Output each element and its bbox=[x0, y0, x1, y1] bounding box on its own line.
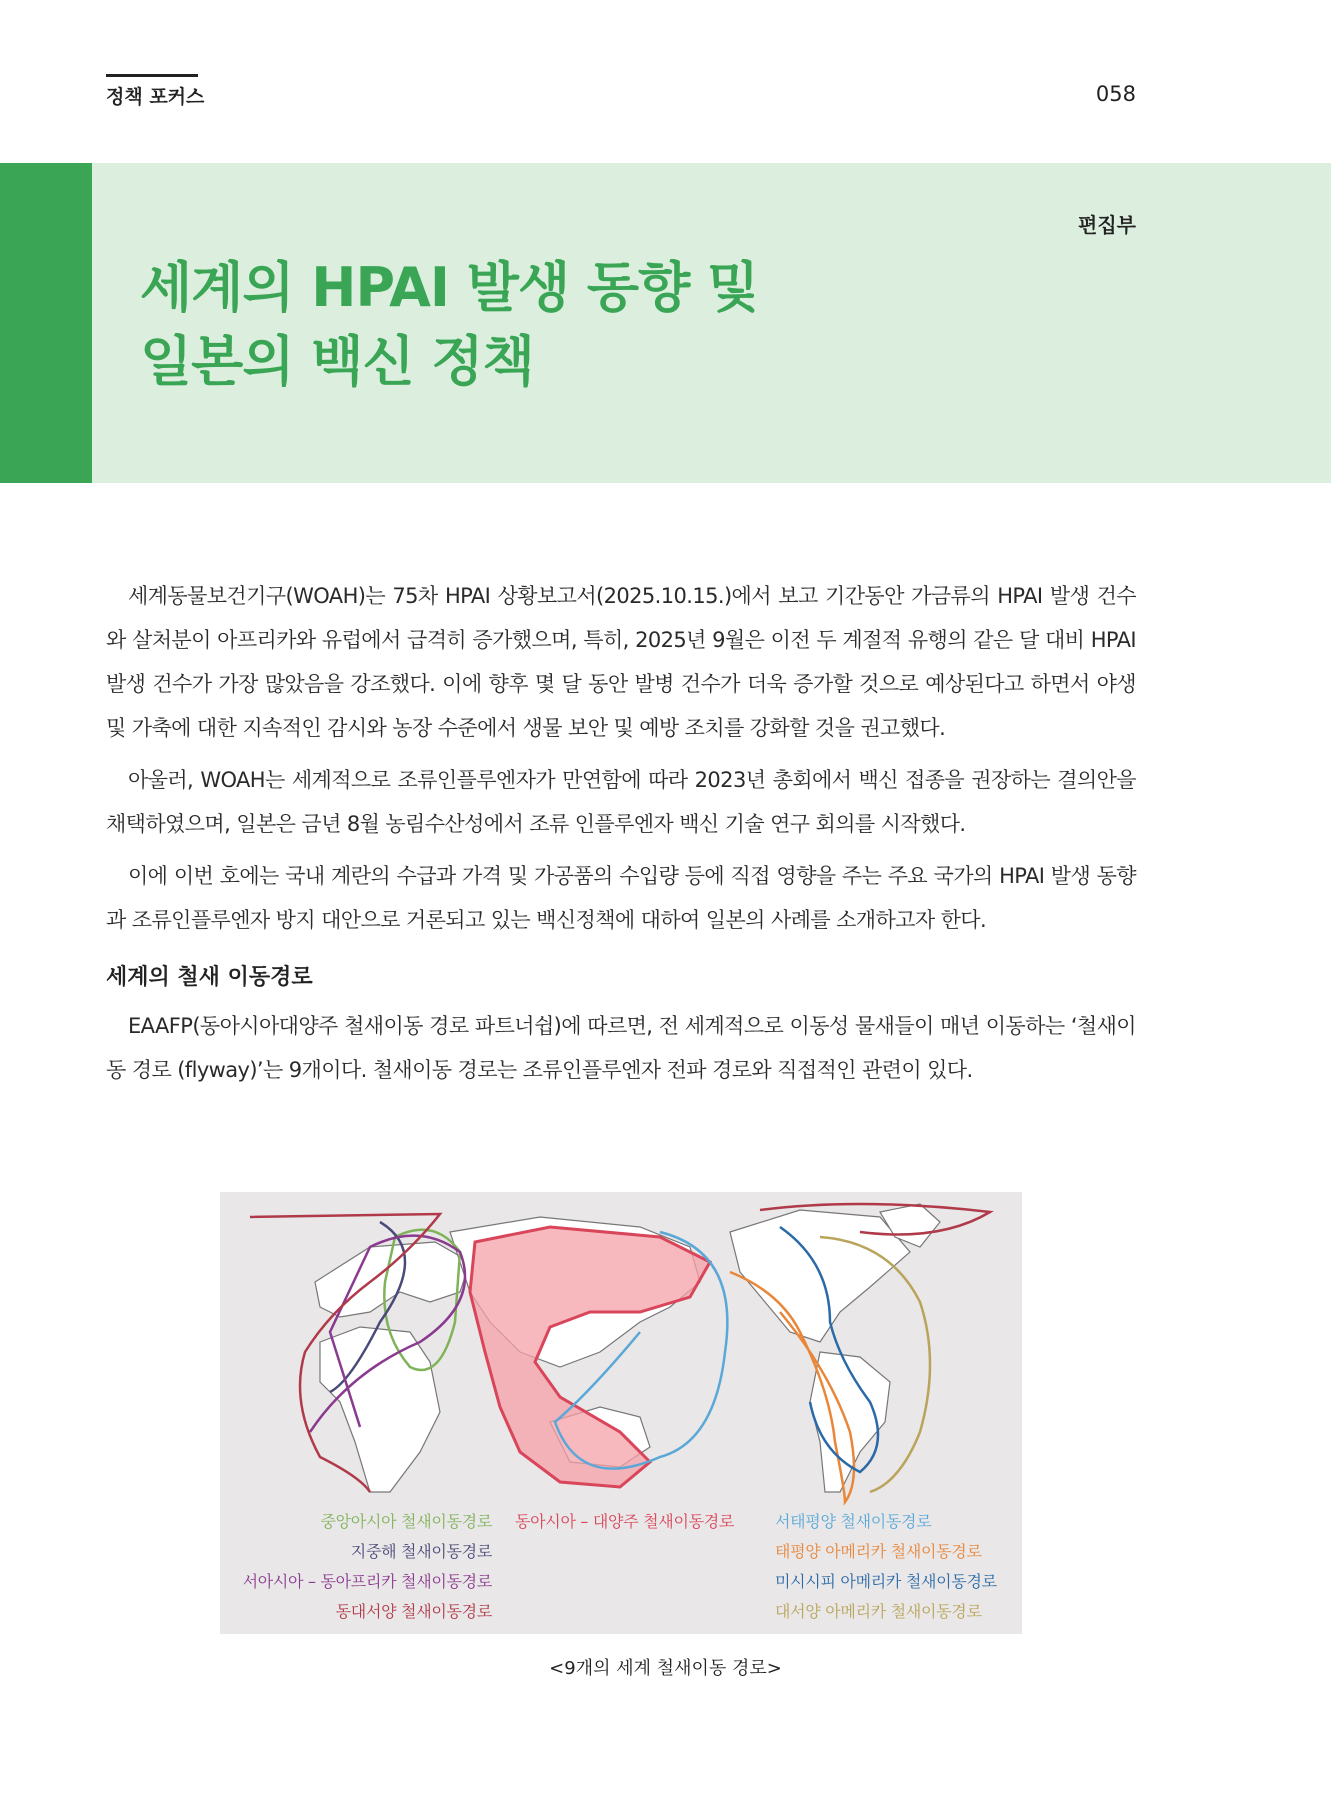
legend-item-west-asia-east-africa: 서아시아 – 동아프리카 철새이동경로 bbox=[242, 1572, 492, 1591]
legend-item-mediterranean: 지중해 철새이동경로 bbox=[350, 1542, 492, 1561]
legend-item-atlantic-americas: 대서양 아메리카 철새이동경로 bbox=[775, 1602, 982, 1621]
author-label: 편집부 bbox=[1078, 213, 1136, 237]
legend-left bbox=[243, 1507, 492, 1627]
legend-item-pacific-americas: 태평양 아메리카 철새이동경로 bbox=[775, 1542, 982, 1561]
east-asia-australasian-flyway bbox=[470, 1227, 710, 1487]
legend-item-central-asian: 중앙아시아 철새이동경로 bbox=[320, 1512, 492, 1531]
legend-item-east-atlantic: 동대서양 철새이동경로 bbox=[335, 1602, 492, 1621]
title-banner bbox=[0, 163, 1331, 483]
paragraph-2: 아울러, WOAH는 세계적으로 조류인플루엔자가 만연함에 따라 2023년 총회에서 백신 접종을 권장하는 결의안을 채택하였으며, 일본은 금년 8월 농림수산성에서 조류 인플루엔자 백신 기술 연구 회의를 시작했다. bbox=[106, 768, 1136, 836]
article-body bbox=[106, 574, 1136, 1100]
section-label: 정책 포커스 bbox=[106, 86, 205, 108]
legend-item-east-asia-australasian: 동아시아 – 대양주 철새이동경로 bbox=[515, 1512, 735, 1531]
subheading: 세계의 철새 이동경로 bbox=[106, 965, 313, 990]
legend-middle bbox=[515, 1507, 734, 1537]
title-line-1: 세계의 HPAI 발생 동향 및 bbox=[140, 256, 759, 319]
legend-item-mississippi-americas: 미시시피 아메리카 철새이동경로 bbox=[775, 1572, 997, 1591]
paragraph-3: 이에 이번 호에는 국내 계란의 수급과 가격 및 가공품의 수입량 등에 직접 영향을 주는 주요 국가의 HPAI 발생 동향과 조류인플루엔자 방지 대안으로 거론되고 있는 백신정책에 대하여 일본의 사례를 소개하고자 한다. bbox=[106, 864, 1136, 932]
page-number: 058 bbox=[1095, 82, 1136, 106]
flyway-map-figure bbox=[220, 1192, 1022, 1634]
article-title bbox=[140, 251, 1140, 399]
title-line-2: 일본의 백신 정책 bbox=[140, 330, 534, 393]
legend-right bbox=[775, 1507, 997, 1627]
paragraph-1: 세계동물보건기구(WOAH)는 75차 HPAI 상황보고서(2025.10.15.)에서 보고 기간동안 가금류의 HPAI 발생 건수와 살처분이 아프리카와 유럽에서 급격히 증가했으며, 특히, 2025년 9월은 이전 두 계절적 유행의 같은 달 대비 HPAI 발생 건수가 가장 많았음을 강조했다. 이에 향후 몇 달 동안 발병 건수가 더욱 증가할 것으로 예상된다고 하면서 야생 및 가축에 대한 지속적인 감시와 농장 수준에서 생물 보안 및 예방 조치를 강화할 것을 권고했다. bbox=[106, 584, 1136, 740]
legend-item-west-pacific: 서태평양 철새이동경로 bbox=[775, 1512, 932, 1531]
figure-caption: <9개의 세계 철새이동 경로> bbox=[549, 1658, 782, 1679]
paragraph-4: EAAFP(동아시아대양주 철새이동 경로 파트너쉽)에 따르면, 전 세계적으로 이동성 물새들이 매년 이동하는 ‘철새이동 경로 (flyway)’는 9개이다. 철새이동 경로는 조류인플루엔자 전파 경로와 직접적인 관련이 있다. bbox=[106, 1014, 1136, 1082]
accent-bar bbox=[0, 163, 92, 483]
header-rule bbox=[106, 74, 198, 77]
